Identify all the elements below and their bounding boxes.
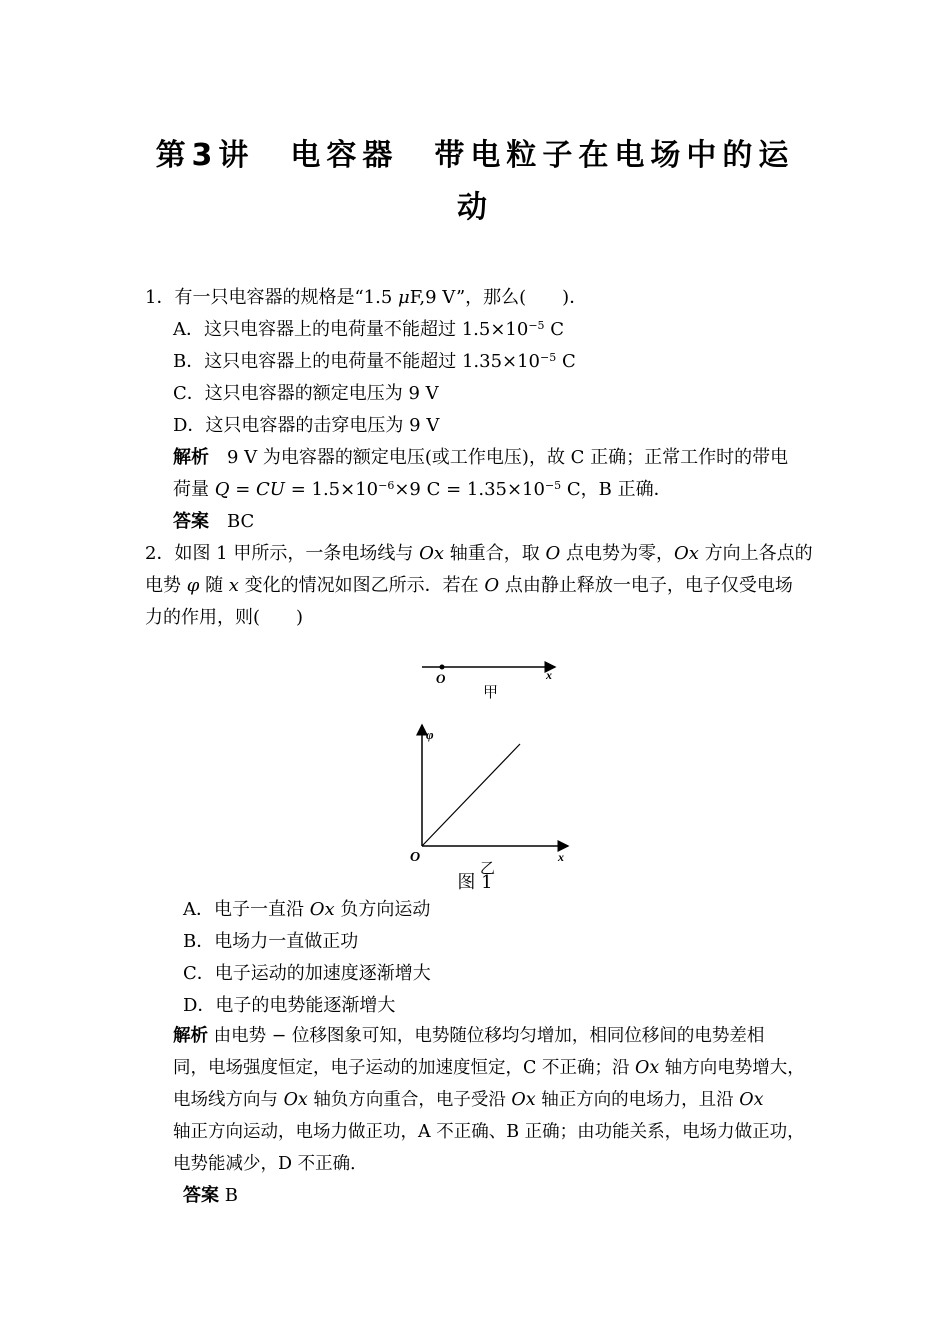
- caption-yi: 乙: [480, 859, 496, 877]
- origin-dot: [440, 665, 445, 670]
- q2-analysis-line5: 电势能减少，D 不正确．: [173, 1154, 368, 1174]
- answer-label: 答案: [173, 511, 209, 532]
- q1-option-b: B．这只电容器上的电荷量不能超过 $1.35\times 10^{-5}$ C: [173, 351, 576, 372]
- lesson-title: 第3讲 电容器 带电粒子在电场中的运: [155, 138, 795, 173]
- q1-answer: 答案 BC: [173, 511, 255, 532]
- graph-y-label: φ: [426, 727, 434, 742]
- q1-option-d: D．这只电容器的击穿电压为 9 V: [173, 415, 440, 436]
- phi-x-line: [422, 744, 520, 846]
- q1-option-c: C．这只电容器的额定电压为 9 V: [173, 383, 439, 404]
- graph-origin-label: O: [410, 850, 421, 865]
- analysis-label: 解析: [173, 447, 209, 468]
- q2-stem-line1: 2．如图 1 甲所示，一条电场线与 Ox 轴重合，取 O 点电势为零，Ox 方向上各点的: [145, 543, 813, 564]
- graph-x-label: x: [558, 850, 564, 864]
- analysis-label: 解析: [173, 1026, 208, 1046]
- top-x-label: x: [546, 668, 552, 682]
- q2-option-d: D．电子的电势能逐渐增大: [183, 995, 396, 1016]
- q1-analysis-line1: 解析 9 V 为电容器的额定电压(或工作电压)，故 C 正确；正常工作时的带电: [173, 447, 789, 468]
- q2-option-c: C．电子运动的加速度逐渐增大: [183, 963, 431, 984]
- lesson-title-continued: 动: [457, 190, 493, 225]
- figure-1: [400, 640, 590, 900]
- answer-label: 答案: [183, 1185, 219, 1206]
- caption-jia: 甲: [483, 683, 499, 701]
- q1-analysis-line2: 荷量 Q = CU = $1.5\times 10^{-6}\times 9$ $C = 1.35\times 10^{-5}$ C，B 正确．: [173, 479, 672, 500]
- q1-stem: 1．有一只电容器的规格是“1.5 μF,9 V”，那么( )．: [145, 287, 588, 308]
- q2-option-a: A．电子一直沿 Ox 负方向运动: [183, 899, 431, 920]
- q2-answer: 答案 B: [183, 1185, 238, 1206]
- q2-analysis-line3: 电场线方向与 Ox 轴负方向重合，电子受沿 Ox 轴正方向的电场力，且沿 Ox: [173, 1090, 764, 1110]
- q2-stem-line2: 电势 φ 随 x 变化的情况如图乙所示．若在 O 点由静止释放一电子，电子仅受电场: [145, 575, 793, 596]
- figure-caption: 图 1: [457, 872, 493, 893]
- q1-option-a: A．这只电容器上的电荷量不能超过 $1.5\times 10^{-5}$ C: [173, 319, 565, 340]
- top-origin-label: O: [436, 671, 446, 686]
- q2-analysis-line1: 解析 由电势 − 位移图象可知，电势随位移均匀增加，相同位移间的电势差相: [173, 1026, 765, 1046]
- q2-analysis-line4: 轴正方向运动，电场力做正功，A 不正确、B 正确；由功能关系，电场力做正功，: [173, 1122, 805, 1142]
- q2-option-b: B．电场力一直做正功: [183, 931, 359, 952]
- q2-analysis-line2: 同，电场强度恒定，电子运动的加速度恒定，C 不正确；沿 Ox 轴方向电势增大，: [173, 1058, 805, 1078]
- q2-stem-line3: 力的作用，则( ): [145, 607, 304, 628]
